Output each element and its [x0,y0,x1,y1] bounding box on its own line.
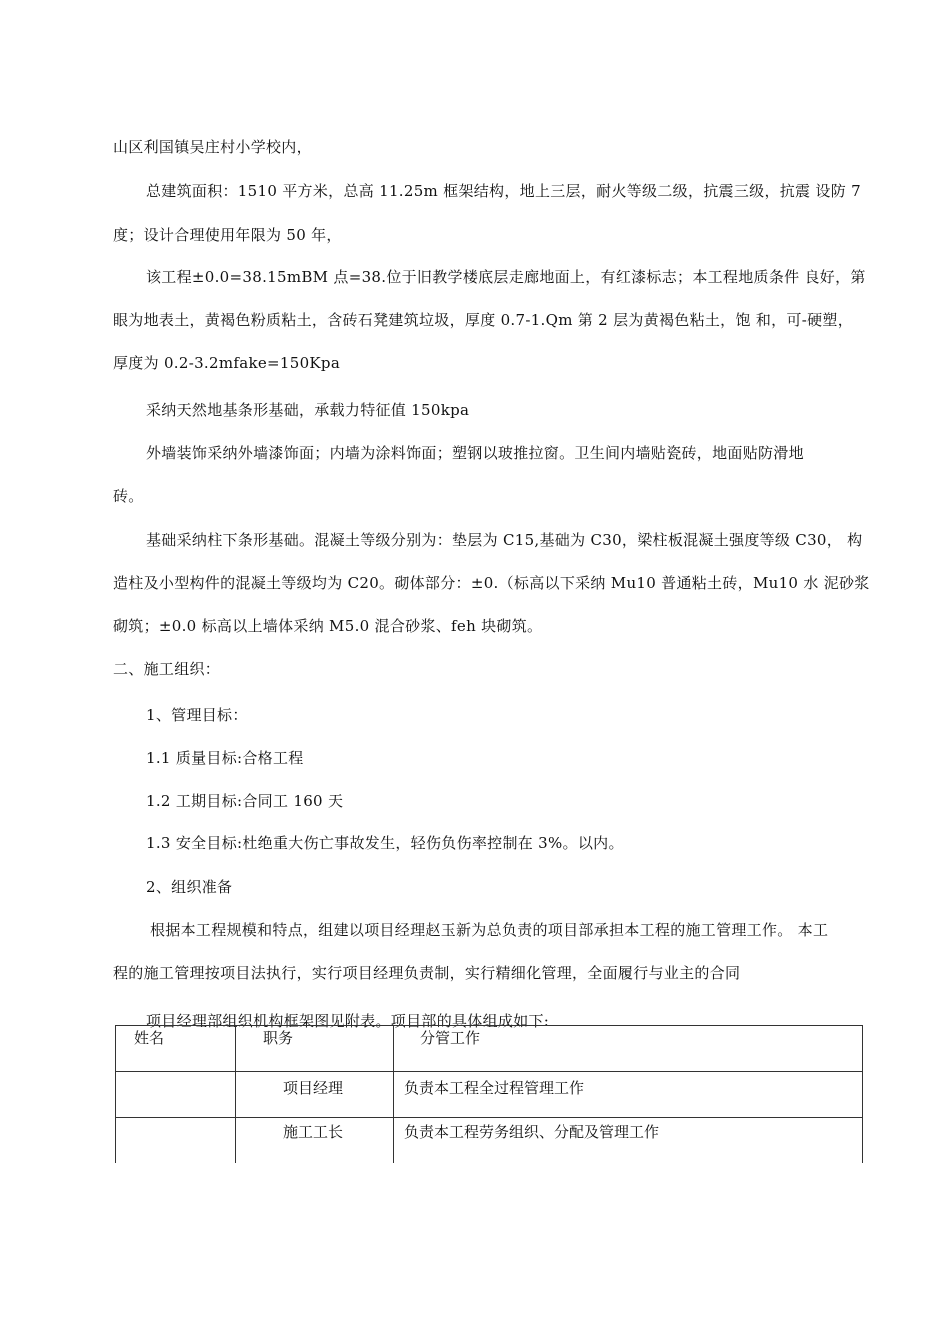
text-line: 总建筑面积：1510 平方米，总高 11.25m 框架结构，地上三层，耐火等级二级，抗震三级，抗震 设防 7 [146,182,861,200]
text-line: 造柱及小型构件的混凝土等级均为 C20。砌体部分：±0.（标高以下采纳 Mu10 普通粘土砖，Mu10 水 泥砂浆 [113,574,870,592]
text-line: 眼为地表土，黄褐色粉质粘土，含砖石凳建筑垃圾，厚度 0.7-1.Qm 第 2 层为黄褐色粘土，饱 和，可-硬塑， [113,311,854,329]
column-header-label: 分管工作 [420,1029,481,1047]
text-line: 外墙装饰采纳外墙漆饰面；内墙为涂料饰面；塑钢以玻推拉窗。卫生间内墙贴瓷砖，地面贴防滑地 [146,444,804,462]
table-cell [394,1072,863,1118]
staff-table [115,1025,863,1163]
text-line: 基础采纳柱下条形基础。混凝土等级分别为：垫层为 C15,基础为 C30，梁柱板混凝土强度等级 C30， 构 [146,531,863,549]
table-cell [116,1118,236,1164]
text-line: 采纳天然地基条形基础，承载力特征值 150kpa [146,401,470,419]
text-line: 山区利国镇吴庄村小学校内， [113,138,312,156]
list-item: 1.1 质量目标:合格工程 [146,749,304,767]
table-cell [116,1072,236,1118]
section-heading: 二、施工组织： [113,660,221,678]
column-header-label: 职务 [263,1029,294,1047]
column-header: 姓名 [116,1026,236,1072]
text-line: 厚度为 0.2-3.2mfake=150Kpa [113,354,341,372]
text-line: 砖。 [113,487,144,505]
text-line: 度；设计合理使用年限为 50 年， [113,226,342,244]
table-header-row [116,1026,863,1072]
cell-text: 负责本工程全过程管理工作 [404,1079,585,1097]
table-cell [236,1072,394,1118]
column-header [394,1026,863,1072]
subsection-heading: 2、组织准备 [146,878,233,896]
list-item: 1.3 安全目标:杜绝重大伤亡事故发生，轻伤负伤率控制在 3%。以内。 [146,834,624,852]
table-row [116,1072,863,1118]
subsection-heading: 1、管理目标： [146,706,248,724]
cell-text: 负责本工程劳务组织、分配及管理工作 [404,1123,660,1141]
table-cell [394,1118,863,1164]
text-line: 根据本工程规模和特点，组建以项目经理赵玉新为总负责的项目部承担本工程的施工管理工作。 本工 [150,921,829,939]
cell-text: 施工工长 [283,1123,344,1141]
text-line: 砌筑；±0.0 标高以上墙体采纳 M5.0 混合砂浆、feh 块砌筑。 [113,617,543,635]
table-cell [236,1118,394,1164]
table-row [116,1118,863,1164]
text-line: 程的施工管理按项目法执行，实行项目经理负责制，实行精细化管理，全面履行与业主的合同 [113,964,741,982]
text-line: 该工程±0.0=38.15mBM 点=38.位于旧教学楼底层走廊地面上，有红漆标志；本工程地质条件 良好，第 [146,268,866,286]
column-header [236,1026,394,1072]
list-item: 1.2 工期目标:合同工 160 天 [146,792,344,810]
cell-text: 项目经理 [283,1079,344,1097]
text-line: 项目经理部组织机构框架图见附表。项目部的具体组成如下: [146,1012,550,1030]
